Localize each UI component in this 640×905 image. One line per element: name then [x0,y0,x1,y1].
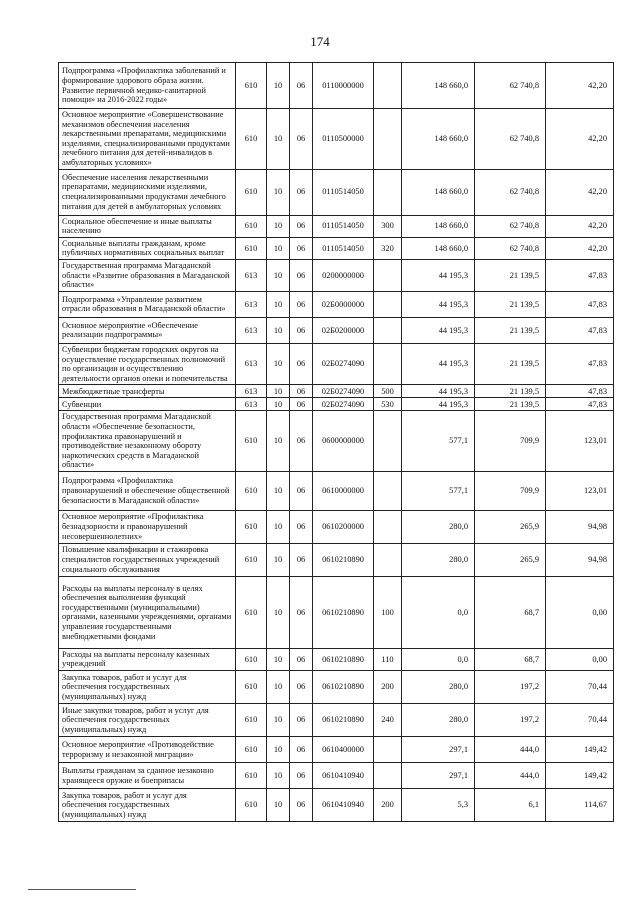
target-article-cell: 0110000000 [313,63,374,109]
subsection-cell: 06 [290,385,313,398]
actual-amount-cell: 444,0 [475,737,546,763]
expense-type-cell: 500 [374,385,402,398]
section-cell: 10 [267,671,290,704]
actual-amount-cell: 62 740,8 [475,109,546,170]
expense-type-cell [374,343,402,384]
plan-amount-cell: 280,0 [402,704,475,737]
actual-amount-cell: 62 740,8 [475,237,546,259]
row-name-cell: Социальные выплаты гражданам, кроме публичных нормативных социальных выплат [59,237,236,259]
execution-percent-cell: 42,20 [546,63,614,109]
grbs-cell: 610 [236,737,267,763]
subsection-cell: 06 [290,215,313,237]
subsection-cell: 06 [290,398,313,411]
row-name-cell: Межбюджетные трансферты [59,385,236,398]
expense-type-cell: 200 [374,789,402,822]
row-name-cell: Социальное обеспечение и иные выплаты населению [59,215,236,237]
row-name-cell: Повышение квалификации и стажировка специалистов государственных учреждений социального обслуживания [59,543,236,576]
grbs-cell: 613 [236,317,267,343]
table-row [59,317,614,343]
actual-amount-cell: 62 740,8 [475,215,546,237]
execution-percent-cell: 123,01 [546,471,614,510]
actual-amount-cell: 62 740,8 [475,169,546,215]
plan-amount-cell: 44 195,3 [402,317,475,343]
subsection-cell: 06 [290,789,313,822]
section-cell: 10 [267,237,290,259]
target-article-cell: 02Б0200000 [313,317,374,343]
target-article-cell: 0610000000 [313,471,374,510]
expense-type-cell: 320 [374,237,402,259]
section-cell: 10 [267,398,290,411]
plan-amount-cell: 5,3 [402,789,475,822]
target-article-cell: 02Б0274090 [313,385,374,398]
row-name-cell: Государственная программа Магаданской области «Развитие образования в Магаданской области» [59,259,236,291]
table-row [59,648,614,670]
grbs-cell: 610 [236,215,267,237]
plan-amount-cell: 44 195,3 [402,398,475,411]
subsection-cell: 06 [290,510,313,543]
subsection-cell: 06 [290,648,313,670]
actual-amount-cell: 21 139,5 [475,259,546,291]
table-row [59,343,614,384]
expense-type-cell [374,510,402,543]
execution-percent-cell: 0,00 [546,648,614,670]
row-name-cell: Иные закупки товаров, работ и услуг для обеспечения государственных (муниципальных) нужд [59,704,236,737]
section-cell: 10 [267,215,290,237]
grbs-cell: 610 [236,169,267,215]
target-article-cell: 0610210890 [313,648,374,670]
budget-table [58,62,614,822]
expense-type-cell [374,737,402,763]
section-cell: 10 [267,411,290,472]
execution-percent-cell: 47,83 [546,343,614,384]
execution-percent-cell: 47,83 [546,291,614,317]
row-name-cell: Закупка товаров, работ и услуг для обеспечения государственных (муниципальных) нужд [59,671,236,704]
expense-type-cell: 110 [374,648,402,670]
target-article-cell: 0200000000 [313,259,374,291]
target-article-cell: 0610410940 [313,763,374,789]
actual-amount-cell: 709,9 [475,411,546,472]
target-article-cell: 0610210890 [313,543,374,576]
target-article-cell: 0610210890 [313,576,374,648]
section-cell: 10 [267,763,290,789]
table-row [59,543,614,576]
expense-type-cell [374,543,402,576]
actual-amount-cell: 265,9 [475,543,546,576]
plan-amount-cell: 0,0 [402,648,475,670]
section-cell: 10 [267,704,290,737]
plan-amount-cell: 44 195,3 [402,291,475,317]
section-cell: 10 [267,343,290,384]
subsection-cell: 06 [290,317,313,343]
plan-amount-cell: 148 660,0 [402,109,475,170]
subsection-cell: 06 [290,576,313,648]
plan-amount-cell: 148 660,0 [402,237,475,259]
expense-type-cell [374,259,402,291]
table-row [59,704,614,737]
section-cell: 10 [267,291,290,317]
target-article-cell: 0610410940 [313,789,374,822]
target-article-cell: 02Б0000000 [313,291,374,317]
execution-percent-cell: 42,20 [546,215,614,237]
actual-amount-cell: 68,7 [475,648,546,670]
row-name-cell: Основное мероприятие «Противодействие терроризму и незаконной миграции» [59,737,236,763]
section-cell: 10 [267,789,290,822]
table-row [59,237,614,259]
row-name-cell: Субвенции бюджетам городских округов на осуществление государственных полномочий по организации и осуществлению деятельности органов опеки и попечительства [59,343,236,384]
grbs-cell: 610 [236,576,267,648]
row-name-cell: Основное мероприятие «Совершенствование механизмов обеспечения населения лекарственными препаратами, медицинскими изделиями, специализированными продуктами лечебного питания для детей-инвалидов в амбулаторных условиях» [59,109,236,170]
subsection-cell: 06 [290,671,313,704]
execution-percent-cell: 47,83 [546,317,614,343]
execution-percent-cell: 47,83 [546,385,614,398]
expense-type-cell [374,317,402,343]
plan-amount-cell: 44 195,3 [402,343,475,384]
execution-percent-cell: 70,44 [546,671,614,704]
subsection-cell: 06 [290,291,313,317]
section-cell: 10 [267,576,290,648]
plan-amount-cell: 577,1 [402,471,475,510]
plan-amount-cell: 148 660,0 [402,169,475,215]
execution-percent-cell: 149,42 [546,737,614,763]
row-name-cell: Расходы на выплаты персоналу казенных учреждений [59,648,236,670]
execution-percent-cell: 70,44 [546,704,614,737]
section-cell: 10 [267,317,290,343]
subsection-cell: 06 [290,411,313,472]
table-row [59,763,614,789]
execution-percent-cell: 42,20 [546,237,614,259]
table-row [59,671,614,704]
execution-percent-cell: 47,83 [546,259,614,291]
subsection-cell: 06 [290,471,313,510]
target-article-cell: 0110500000 [313,109,374,170]
section-cell: 10 [267,648,290,670]
table-row [59,576,614,648]
subsection-cell: 06 [290,543,313,576]
subsection-cell: 06 [290,737,313,763]
plan-amount-cell: 297,1 [402,737,475,763]
execution-percent-cell: 94,98 [546,543,614,576]
grbs-cell: 610 [236,237,267,259]
expense-type-cell: 200 [374,671,402,704]
subsection-cell: 06 [290,63,313,109]
actual-amount-cell: 62 740,8 [475,63,546,109]
row-name-cell: Расходы на выплаты персоналу в целях обеспечения выполнения функций государственными (муниципальными) органами, казенными учреждениями, органами управления государственными внебюджетными фондами [59,576,236,648]
grbs-cell: 610 [236,471,267,510]
actual-amount-cell: 21 139,5 [475,385,546,398]
expense-type-cell [374,411,402,472]
target-article-cell: 0110514050 [313,169,374,215]
table-row [59,385,614,398]
plan-amount-cell: 44 195,3 [402,385,475,398]
expense-type-cell [374,63,402,109]
execution-percent-cell: 47,83 [546,398,614,411]
target-article-cell: 0600000000 [313,411,374,472]
execution-percent-cell: 94,98 [546,510,614,543]
row-name-cell: Подпрограмма «Управление развитием отрасли образования в Магаданской области» [59,291,236,317]
table-row [59,109,614,170]
target-article-cell: 0610400000 [313,737,374,763]
subsection-cell: 06 [290,763,313,789]
actual-amount-cell: 709,9 [475,471,546,510]
target-article-cell: 02Б0274090 [313,398,374,411]
expense-type-cell: 240 [374,704,402,737]
section-cell: 10 [267,737,290,763]
section-cell: 10 [267,63,290,109]
subsection-cell: 06 [290,704,313,737]
section-cell: 10 [267,471,290,510]
plan-amount-cell: 577,1 [402,411,475,472]
target-article-cell: 0110514050 [313,237,374,259]
table-row [59,510,614,543]
section-cell: 10 [267,543,290,576]
section-cell: 10 [267,109,290,170]
grbs-cell: 613 [236,259,267,291]
target-article-cell: 0110514050 [313,215,374,237]
table-row [59,291,614,317]
grbs-cell: 613 [236,343,267,384]
actual-amount-cell: 21 139,5 [475,398,546,411]
subsection-cell: 06 [290,237,313,259]
actual-amount-cell: 197,2 [475,671,546,704]
table-row [59,259,614,291]
table-row [59,737,614,763]
section-cell: 10 [267,259,290,291]
actual-amount-cell: 21 139,5 [475,317,546,343]
row-name-cell: Подпрограмма «Профилактика заболеваний и формирование здорового образа жизни. Развитие первичной медико-санитарной помощи» на 2016-2022 годы» [59,63,236,109]
expense-type-cell [374,763,402,789]
row-name-cell: Закупка товаров, работ и услуг для обеспечения государственных (муниципальных) нужд [59,789,236,822]
expense-type-cell: 100 [374,576,402,648]
section-cell: 10 [267,385,290,398]
page-number: 174 [310,34,330,49]
actual-amount-cell: 21 139,5 [475,291,546,317]
plan-amount-cell: 44 195,3 [402,259,475,291]
target-article-cell: 0610210890 [313,671,374,704]
plan-amount-cell: 280,0 [402,543,475,576]
section-cell: 10 [267,510,290,543]
grbs-cell: 610 [236,63,267,109]
grbs-cell: 610 [236,109,267,170]
section-cell: 10 [267,169,290,215]
execution-percent-cell: 42,20 [546,169,614,215]
plan-amount-cell: 148 660,0 [402,63,475,109]
expense-type-cell [374,291,402,317]
actual-amount-cell: 21 139,5 [475,343,546,384]
execution-percent-cell: 114,67 [546,789,614,822]
plan-amount-cell: 148 660,0 [402,215,475,237]
grbs-cell: 610 [236,704,267,737]
target-article-cell: 02Б0274090 [313,343,374,384]
execution-percent-cell: 42,20 [546,109,614,170]
footnote-rule [28,889,136,890]
row-name-cell: Обеспечение населения лекарственными препаратами, медицинскими изделиями, специализированными продуктами лечебного питания для детей в амбулаторных условиях [59,169,236,215]
row-name-cell: Основное мероприятие «Обеспечение реализации подпрограммы» [59,317,236,343]
row-name-cell: Основное мероприятие «Профилактика безнадзорности и правонарушений несовершеннолетних» [59,510,236,543]
grbs-cell: 610 [236,671,267,704]
grbs-cell: 610 [236,543,267,576]
table-row [59,471,614,510]
row-name-cell: Подпрограмма «Профилактика правонарушений и обеспечение общественной безопасности в Магаданской области» [59,471,236,510]
plan-amount-cell: 297,1 [402,763,475,789]
plan-amount-cell: 280,0 [402,510,475,543]
target-article-cell: 0610210890 [313,704,374,737]
actual-amount-cell: 68,7 [475,576,546,648]
grbs-cell: 610 [236,411,267,472]
actual-amount-cell: 197,2 [475,704,546,737]
table-row [59,215,614,237]
grbs-cell: 610 [236,763,267,789]
execution-percent-cell: 0,00 [546,576,614,648]
row-name-cell: Выплаты гражданам за сданное незаконно хранящееся оружие и боеприпасы [59,763,236,789]
subsection-cell: 06 [290,343,313,384]
actual-amount-cell: 444,0 [475,763,546,789]
row-name-cell: Государственная программа Магаданской области «Обеспечение безопасности, профилактика правонарушений и противодействие незаконному обороту наркотических средств в Магаданской области» [59,411,236,472]
table-row [59,63,614,109]
plan-amount-cell: 0,0 [402,576,475,648]
table-row [59,169,614,215]
subsection-cell: 06 [290,109,313,170]
execution-percent-cell: 123,01 [546,411,614,472]
subsection-cell: 06 [290,259,313,291]
grbs-cell: 613 [236,398,267,411]
target-article-cell: 0610200000 [313,510,374,543]
expense-type-cell [374,109,402,170]
subsection-cell: 06 [290,169,313,215]
actual-amount-cell: 6,1 [475,789,546,822]
actual-amount-cell: 265,9 [475,510,546,543]
execution-percent-cell: 149,42 [546,763,614,789]
grbs-cell: 610 [236,789,267,822]
expense-type-cell: 300 [374,215,402,237]
grbs-cell: 610 [236,648,267,670]
table-row [59,789,614,822]
grbs-cell: 613 [236,385,267,398]
expense-type-cell [374,169,402,215]
row-name-cell: Субвенции [59,398,236,411]
expense-type-cell: 530 [374,398,402,411]
grbs-cell: 610 [236,510,267,543]
table-row [59,398,614,411]
plan-amount-cell: 280,0 [402,671,475,704]
grbs-cell: 613 [236,291,267,317]
expense-type-cell [374,471,402,510]
table-row [59,411,614,472]
